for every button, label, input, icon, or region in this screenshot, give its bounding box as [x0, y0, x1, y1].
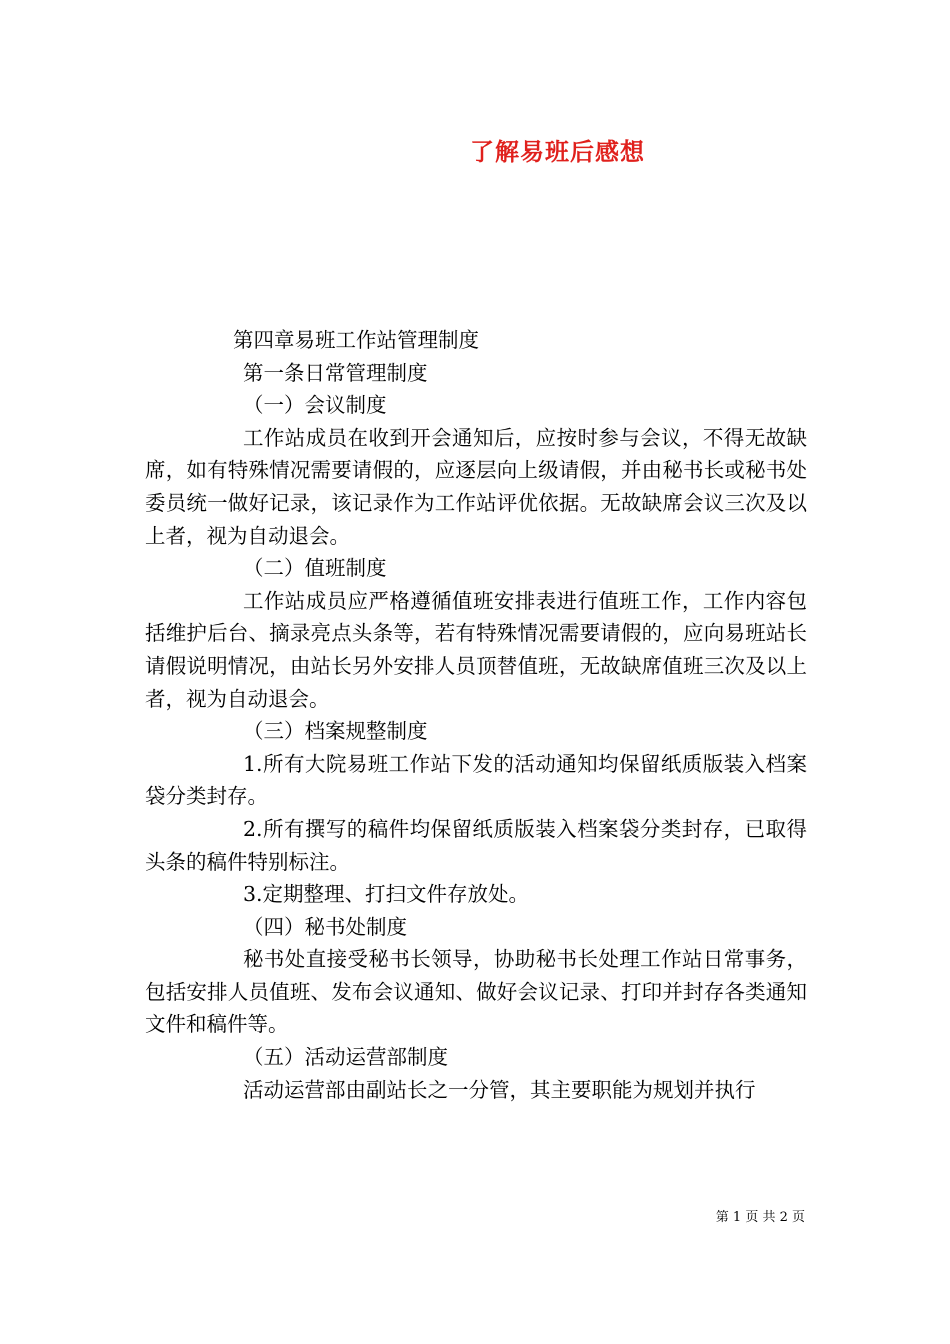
section-heading: （一）会议制度 — [243, 393, 387, 418]
paragraph: 工作站成员在收到开会通知后，应按时参与会议，不得无故缺席，如有特殊情况需要请假的，应逐层向上级请假，并由秘书长或秘书处委员统一做好记录，该记录作为工作站评优依据。无故缺席会议三次及以上者，视为自动退会。 — [145, 425, 807, 548]
chapter-heading: 第四章易班工作站管理制度 — [233, 328, 479, 352]
page-number: 第 1 页 共 2 页 — [715, 1210, 805, 1225]
document-title: 了解易班后感想 — [470, 137, 645, 166]
list-item: 2.所有撰写的稿件均保留纸质版装入档案袋分类封存，已取得头条的稿件特别标注。 — [145, 816, 807, 874]
paragraph: 工作站成员应严格遵循值班安排表进行值班工作，工作内容包括维护后台、摘录亮点头条等，若有特殊情况需要请假的，应向易班站长请假说明情况，由站长另外安排人员顶替值班，无故缺席值班三次及以上者，视为自动退会。 — [145, 588, 807, 711]
paragraph: 秘书处直接受秘书长领导，协助秘书长处理工作站日常事务，包括安排人员值班、发布会议通知、做好会议记录、打印并封存各类通知文件和稿件等。 — [145, 947, 807, 1037]
paragraph: 活动运营部由副站长之一分管，其主要职能为规划并执行 — [243, 1077, 756, 1102]
section-heading: （三）档案规整制度 — [243, 719, 428, 744]
list-item: 1.所有大院易班工作站下发的活动通知均保留纸质版装入档案袋分类封存。 — [145, 751, 807, 809]
section-heading: （四）秘书处制度 — [243, 914, 407, 939]
list-item: 3.定期整理、打扫文件存放处。 — [243, 882, 530, 907]
section-heading: （二）值班制度 — [243, 556, 387, 581]
section-heading: （五）活动运营部制度 — [243, 1045, 448, 1070]
document-body — [145, 324, 807, 1106]
article-heading: 第一条日常管理制度 — [243, 360, 428, 385]
